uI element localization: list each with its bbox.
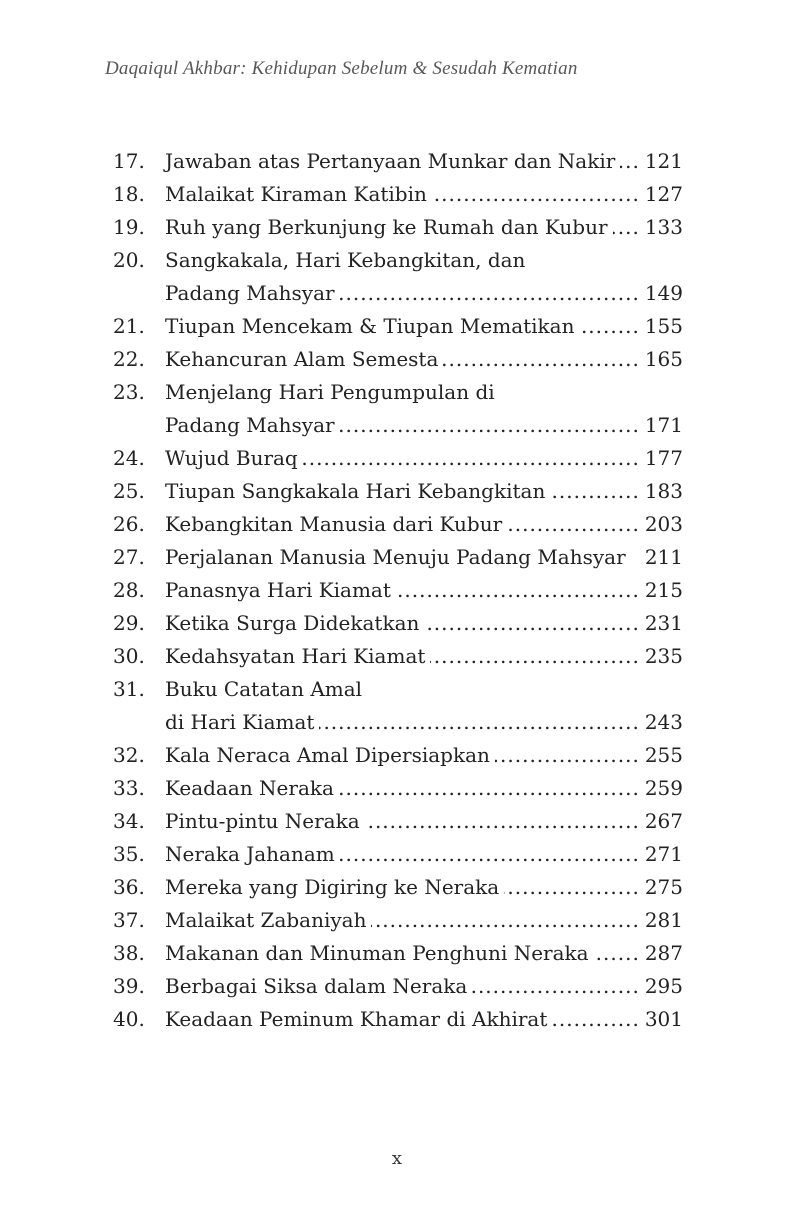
toc-entry-body: [165, 541, 683, 574]
toc-entry-body: [165, 805, 683, 838]
toc-entry: [113, 937, 683, 970]
toc-entry: [113, 442, 683, 475]
toc-line: [165, 475, 683, 508]
toc-entry-title: Malaikat Zabaniyah: [165, 908, 367, 932]
toc-entry: [113, 673, 683, 739]
dot-leader: [319, 706, 639, 739]
toc-entry-title: Keadaan Peminum Khamar di Akhirat: [165, 1007, 548, 1031]
toc-entry-title: Panasnya Hari Kiamat: [165, 578, 391, 602]
toc-entry-title: Ruh yang Berkunjung ke Rumah dan Kubur: [165, 215, 608, 239]
toc-entry-number: 35.: [113, 842, 145, 866]
toc-entry-body: [165, 178, 683, 211]
toc-line: [165, 970, 683, 1003]
toc-page-number: 215: [644, 578, 683, 602]
dot-leader: [396, 574, 640, 607]
toc-line: [165, 838, 683, 871]
toc-page-number: 211: [644, 545, 683, 569]
dot-leader: [579, 310, 639, 343]
toc-entry-body: [165, 508, 683, 541]
dot-leader: [340, 277, 640, 310]
toc-entry: [113, 1003, 683, 1036]
toc-page-number: 177: [644, 446, 683, 470]
toc-line: [165, 409, 683, 442]
dot-leader: [495, 739, 640, 772]
dot-leader: [340, 409, 640, 442]
toc-entry-title: Kedahsyatan Hari Kiamat: [165, 644, 426, 668]
toc-entry-number: 34.: [113, 809, 145, 833]
toc-entry: [113, 739, 683, 772]
toc-entry: [113, 376, 683, 442]
toc-entry-title: Perjalanan Manusia Menuju Padang Mahsyar: [165, 545, 626, 569]
page-number-footer: x: [391, 1148, 403, 1169]
toc-page-number: 275: [644, 875, 683, 899]
dot-leader: [430, 640, 639, 673]
toc-entry: [113, 178, 683, 211]
toc-entry: [113, 640, 683, 673]
toc-line: [165, 145, 683, 178]
toc-entry: [113, 145, 683, 178]
toc-line: [165, 310, 683, 343]
toc-entry-number: 37.: [113, 908, 145, 932]
toc-entry-title: Padang Mahsyar: [165, 281, 335, 305]
toc-entry-number: 25.: [113, 479, 145, 503]
toc-entry-body: [165, 607, 683, 640]
toc-line: [165, 376, 683, 409]
toc-entry-body: [165, 310, 683, 343]
toc-page-number: 127: [644, 182, 683, 206]
toc-page-number: 121: [644, 149, 683, 173]
toc-entry-title: Makanan dan Minuman Penghuni Neraka: [165, 941, 589, 965]
dot-leader: [594, 937, 640, 970]
toc-entry-body: [165, 673, 683, 739]
toc-entry-body: [165, 937, 683, 970]
toc-entry-number: 21.: [113, 314, 145, 338]
toc-entry-body: [165, 970, 683, 1003]
toc-entry-number: 33.: [113, 776, 145, 800]
toc-entry: [113, 871, 683, 904]
toc-entry-number: 24.: [113, 446, 145, 470]
toc-entry-title: Ketika Surga Didekatkan: [165, 611, 420, 635]
toc-entry: [113, 211, 683, 244]
toc-line: [165, 343, 683, 376]
toc-entry-number: 39.: [113, 974, 145, 998]
toc-entry: [113, 244, 683, 310]
toc-line: [165, 805, 683, 838]
toc-entry: [113, 970, 683, 1003]
toc-line: [165, 277, 683, 310]
toc-entry-title: Kebangkitan Manusia dari Kubur: [165, 512, 503, 536]
toc-entry-number: 40.: [113, 1007, 145, 1031]
toc-entry: [113, 508, 683, 541]
toc-entry-number: 32.: [113, 743, 145, 767]
toc-entry: [113, 904, 683, 937]
toc-page-number: 203: [644, 512, 683, 536]
toc-entry-title: di Hari Kiamat: [165, 710, 315, 734]
toc-entry: [113, 574, 683, 607]
toc-page-number: 301: [644, 1007, 683, 1031]
toc-line: [165, 937, 683, 970]
toc-page-number: 295: [644, 974, 683, 998]
dot-leader: [424, 607, 639, 640]
toc-line: [165, 244, 683, 277]
toc-line: [165, 706, 683, 739]
toc-entry-title: Pintu-pintu Neraka: [165, 809, 360, 833]
toc-page-number: 149: [644, 281, 683, 305]
toc-entry-title: Kala Neraca Amal Dipersiapkan: [165, 743, 490, 767]
toc-entry-body: [165, 376, 683, 442]
toc-line: [165, 211, 683, 244]
toc-entry: [113, 607, 683, 640]
toc-page-number: 287: [644, 941, 683, 965]
toc-entry-body: [165, 838, 683, 871]
toc-entry-title: Wujud Buraq: [165, 446, 298, 470]
toc-page-number: 155: [644, 314, 683, 338]
dot-leader: [552, 1003, 639, 1036]
toc-entry-number: 18.: [113, 182, 145, 206]
toc-entry-title: Jawaban atas Pertanyaan Munkar dan Nakir: [165, 149, 616, 173]
toc-entry: [113, 475, 683, 508]
toc-entry-title: Tiupan Sangkakala Hari Kebangkitan: [165, 479, 546, 503]
toc-entry-body: [165, 739, 683, 772]
toc-entry-number: 31.: [113, 677, 145, 701]
toc-entry-number: 23.: [113, 380, 145, 404]
toc-entry-body: [165, 640, 683, 673]
dot-leader: [303, 442, 640, 475]
toc-line: [165, 607, 683, 640]
toc-entry-body: [165, 904, 683, 937]
toc-page-number: 281: [644, 908, 683, 932]
toc-entry-title: Keadaan Neraka: [165, 776, 334, 800]
toc-entry-body: [165, 772, 683, 805]
toc-entry-title: Tiupan Mencekam & Tiupan Mematikan: [165, 314, 575, 338]
toc-entry-body: [165, 211, 683, 244]
toc-page-number: 231: [644, 611, 683, 635]
toc-entry-number: 28.: [113, 578, 145, 602]
toc-entry-body: [165, 343, 683, 376]
toc-line: [165, 871, 683, 904]
dot-leader: [507, 508, 640, 541]
toc-entry-number: 27.: [113, 545, 145, 569]
toc-page-number: 271: [644, 842, 683, 866]
toc-entry-body: [165, 475, 683, 508]
toc-line: [165, 739, 683, 772]
toc-entry-title: Neraka Jahanam: [165, 842, 335, 866]
toc-page-number: 133: [644, 215, 683, 239]
dot-leader: [504, 871, 640, 904]
toc-entry-title: Buku Catatan Amal: [165, 677, 363, 701]
toc-entry-number: 38.: [113, 941, 145, 965]
toc-entry-title: Menjelang Hari Pengumpulan di: [165, 380, 495, 404]
toc-entry: [113, 541, 683, 574]
toc-entry-number: 26.: [113, 512, 145, 536]
dot-leader: [613, 211, 640, 244]
toc-entry-title: Sangkakala, Hari Kebangkitan, dan: [165, 248, 526, 272]
dot-leader: [340, 838, 640, 871]
toc-entry-number: 17.: [113, 149, 145, 173]
toc-entry-body: [165, 145, 683, 178]
toc-line: [165, 904, 683, 937]
toc-line: [165, 508, 683, 541]
toc-entry-title: Padang Mahsyar: [165, 413, 335, 437]
toc-entry: [113, 310, 683, 343]
toc-entry-body: [165, 574, 683, 607]
dot-leader: [365, 805, 640, 838]
toc-entry: [113, 772, 683, 805]
toc-page-number: 183: [644, 479, 683, 503]
dot-leader: [550, 475, 639, 508]
toc-page-number: 267: [644, 809, 683, 833]
toc-entry: [113, 343, 683, 376]
toc-page-number: 259: [644, 776, 683, 800]
toc-entry-title: Mereka yang Digiring ke Neraka: [165, 875, 500, 899]
dot-leader: [472, 970, 640, 1003]
toc-line: [165, 541, 683, 574]
dot-leader: [432, 178, 640, 211]
toc-entry-title: Kehancuran Alam Semesta: [165, 347, 439, 371]
toc-line: [165, 673, 683, 706]
table-of-contents: [113, 145, 683, 1036]
dot-leader: [620, 145, 640, 178]
toc-entry-body: [165, 442, 683, 475]
toc-page-number: 235: [644, 644, 683, 668]
toc-line: [165, 178, 683, 211]
toc-entry-number: 19.: [113, 215, 145, 239]
dot-leader: [339, 772, 640, 805]
running-head: Daqaiqul Akhbar: Kehidupan Sebelum & Sesudah Kematian: [105, 58, 578, 79]
toc-entry-body: [165, 244, 683, 310]
toc-entry-number: 29.: [113, 611, 145, 635]
toc-line: [165, 442, 683, 475]
dot-leader: [443, 343, 639, 376]
toc-line: [165, 772, 683, 805]
toc-entry-title: Berbagai Siksa dalam Neraka: [165, 974, 468, 998]
toc-entry-number: 22.: [113, 347, 145, 371]
toc-entry: [113, 805, 683, 838]
toc-page-number: 255: [644, 743, 683, 767]
toc-line: [165, 640, 683, 673]
toc-line: [165, 574, 683, 607]
toc-page-number: 165: [644, 347, 683, 371]
toc-entry-body: [165, 871, 683, 904]
toc-entry-number: 20.: [113, 248, 145, 272]
toc-entry-number: 36.: [113, 875, 145, 899]
dot-leader: [371, 904, 639, 937]
toc-entry: [113, 838, 683, 871]
toc-page-number: 171: [644, 413, 683, 437]
toc-entry-body: [165, 1003, 683, 1036]
toc-page-number: 243: [644, 710, 683, 734]
toc-entry-title: Malaikat Kiraman Katibin: [165, 182, 427, 206]
toc-line: [165, 1003, 683, 1036]
toc-entry-number: 30.: [113, 644, 145, 668]
